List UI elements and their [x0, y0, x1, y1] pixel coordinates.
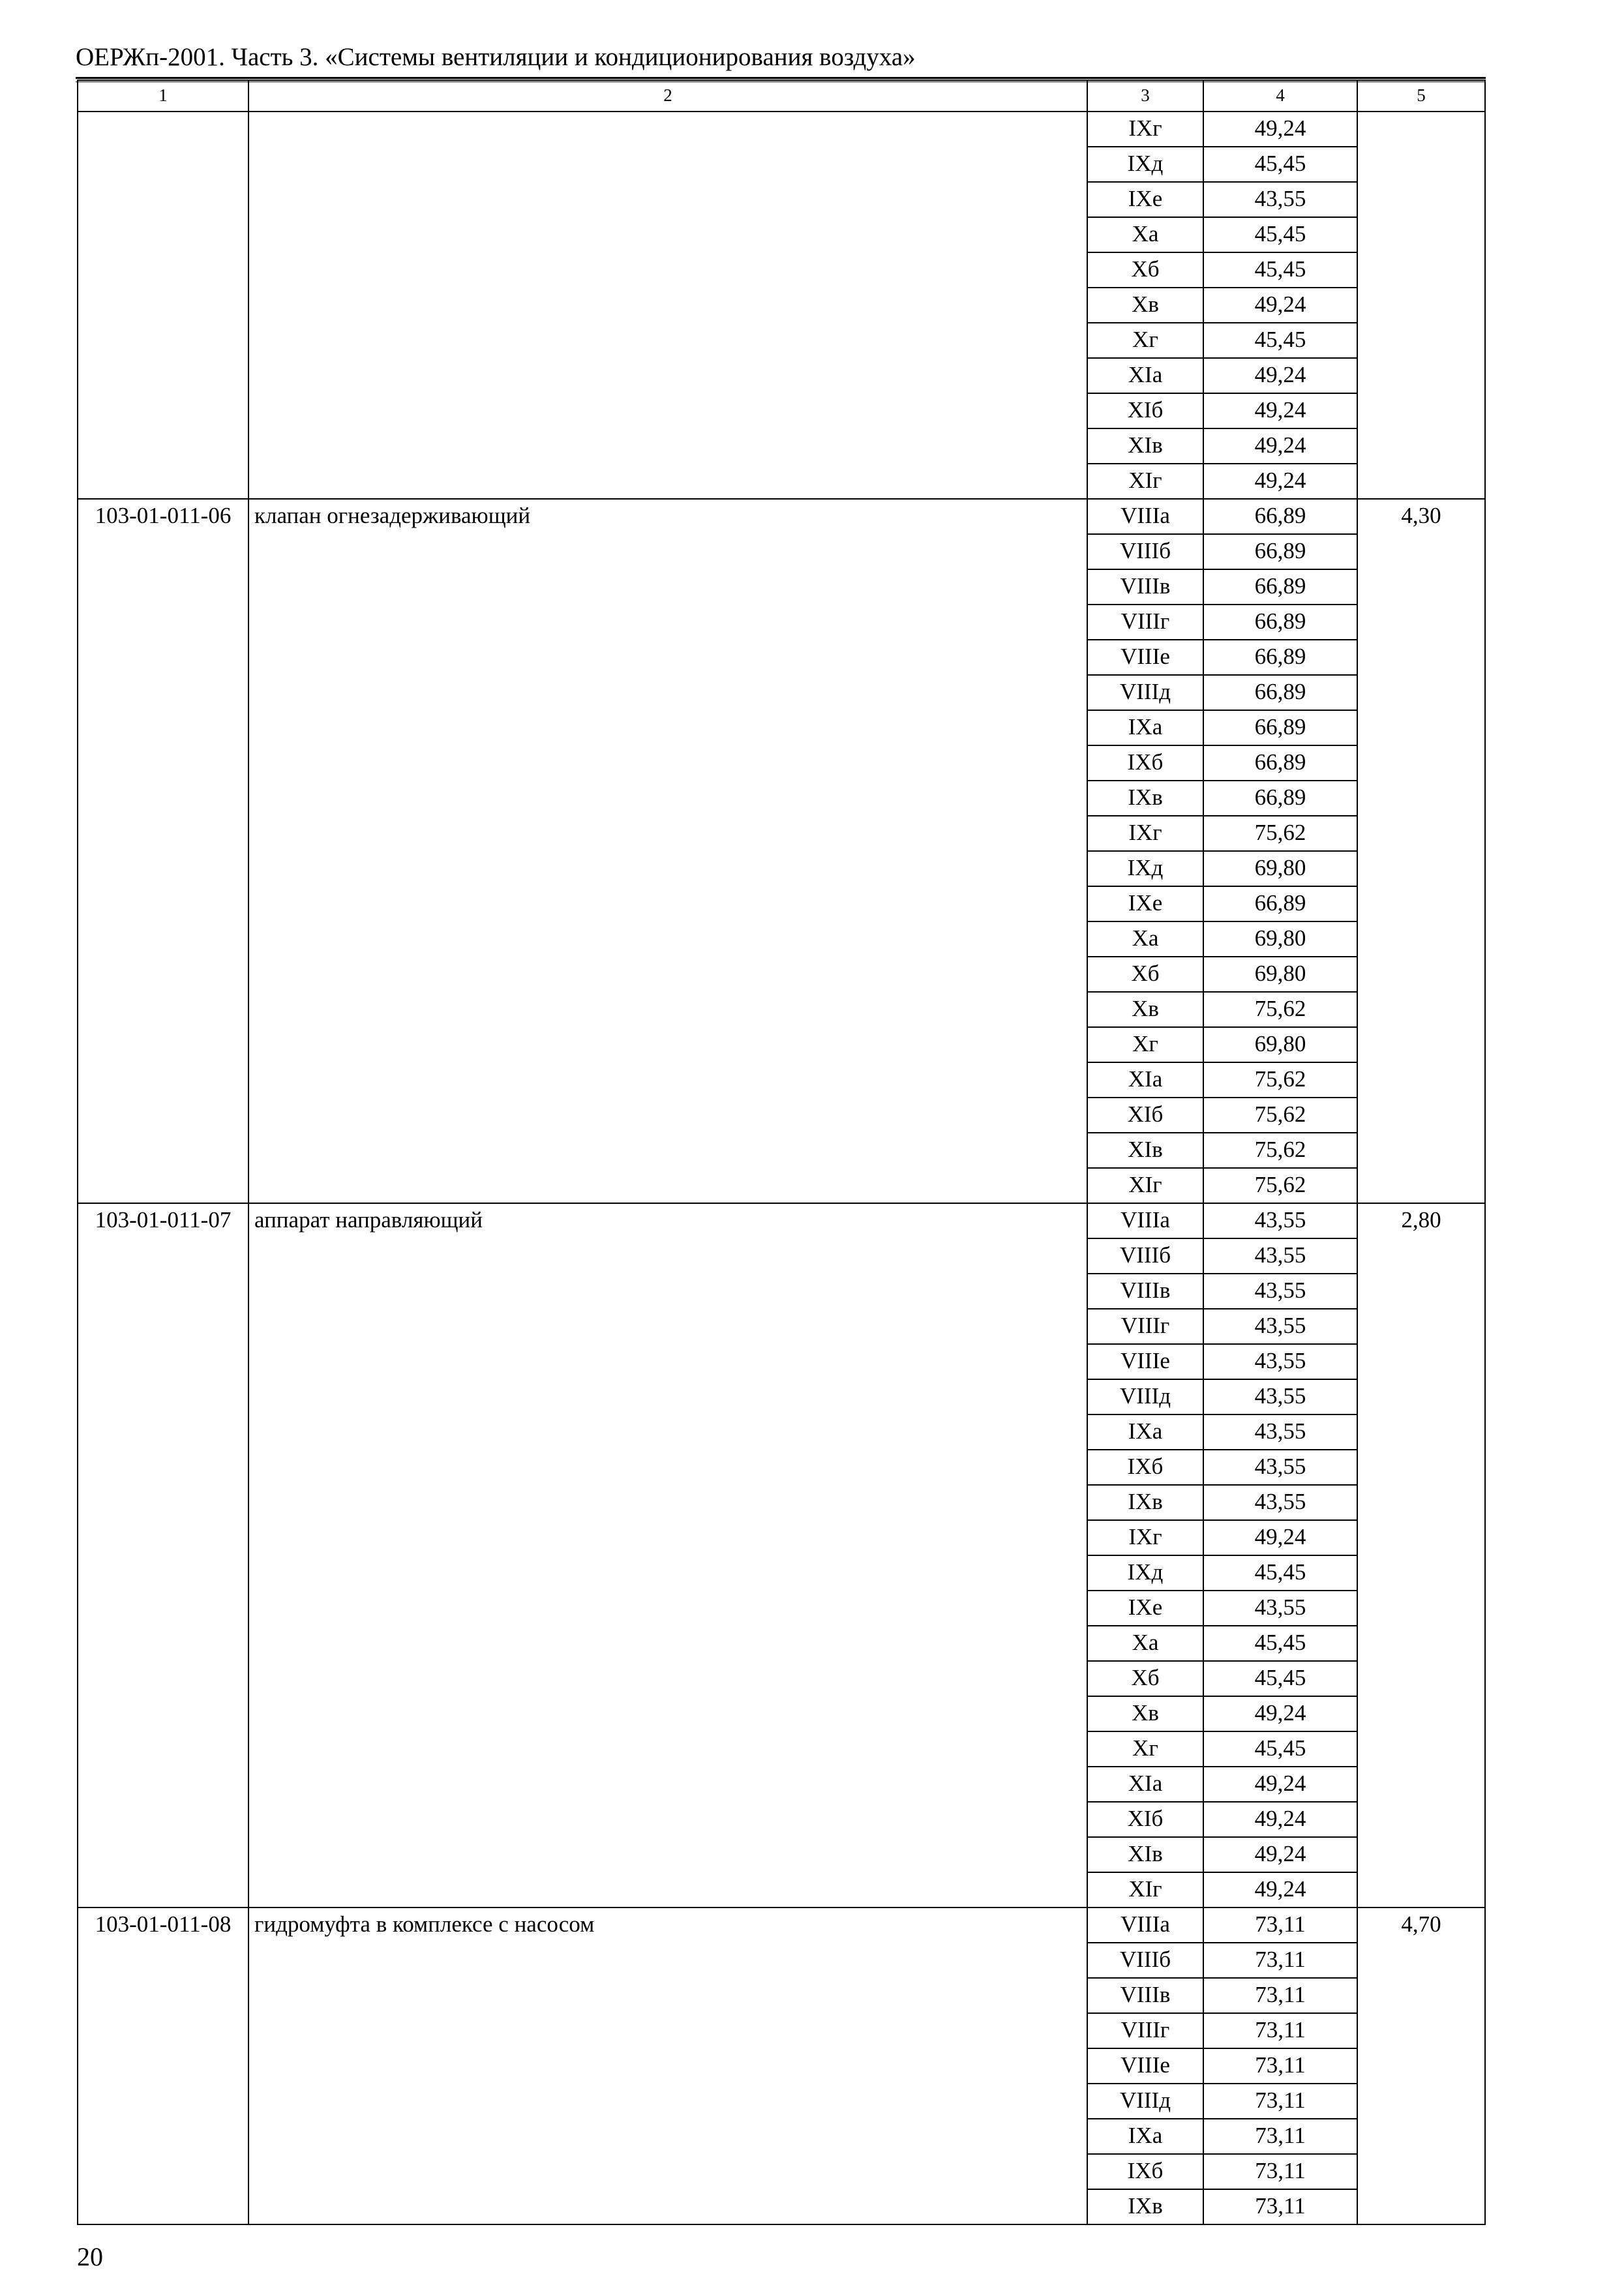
- zone-cell: VIIIа: [1087, 1203, 1203, 1238]
- price-cell: 45,45: [1203, 1661, 1357, 1696]
- zone-cell: IXг: [1087, 112, 1203, 147]
- price-cell: 43,55: [1203, 182, 1357, 217]
- price-cell: 73,11: [1203, 2154, 1357, 2189]
- price-cell: 45,45: [1203, 1626, 1357, 1661]
- table-row: [78, 499, 1485, 534]
- zone-cell: VIIIг: [1087, 1309, 1203, 1344]
- zone-cell: XIб: [1087, 1802, 1203, 1837]
- item-code: 103-01-011-08: [78, 1908, 248, 2224]
- price-cell: 66,89: [1203, 781, 1357, 816]
- item-name: аппарат направляющий: [248, 1203, 1087, 1908]
- price-cell: 75,62: [1203, 992, 1357, 1027]
- zone-cell: Xв: [1087, 288, 1203, 323]
- zone-cell: VIIIа: [1087, 1908, 1203, 1943]
- price-cell: 75,62: [1203, 1168, 1357, 1203]
- zone-cell: Xб: [1087, 252, 1203, 288]
- price-cell: 66,89: [1203, 886, 1357, 921]
- price-cell: 43,55: [1203, 1379, 1357, 1414]
- price-cell: 75,62: [1203, 1133, 1357, 1168]
- zone-cell: VIIIб: [1087, 1943, 1203, 1978]
- price-cell: 69,80: [1203, 921, 1357, 957]
- zone-cell: Xб: [1087, 1661, 1203, 1696]
- price-cell: 49,24: [1203, 288, 1357, 323]
- price-cell: 43,55: [1203, 1414, 1357, 1450]
- coefficient-cell: 4,30: [1357, 499, 1485, 1203]
- zone-cell: XIг: [1087, 1872, 1203, 1908]
- column-number-row: [78, 80, 1485, 112]
- table-row: [78, 1908, 1485, 1943]
- price-cell: 66,89: [1203, 675, 1357, 710]
- zone-cell: VIIIд: [1087, 675, 1203, 710]
- zone-cell: Xг: [1087, 1731, 1203, 1767]
- zone-cell: XIв: [1087, 1133, 1203, 1168]
- zone-cell: VIIIе: [1087, 2048, 1203, 2084]
- zone-cell: IXв: [1087, 781, 1203, 816]
- item-name: [248, 112, 1087, 499]
- zone-cell: VIIIг: [1087, 2013, 1203, 2048]
- zone-cell: IXг: [1087, 1520, 1203, 1555]
- zone-cell: IXе: [1087, 1591, 1203, 1626]
- price-cell: 69,80: [1203, 851, 1357, 886]
- price-cell: 69,80: [1203, 1027, 1357, 1062]
- zone-cell: IXд: [1087, 147, 1203, 182]
- price-cell: 49,24: [1203, 1802, 1357, 1837]
- column-number: 3: [1087, 80, 1203, 112]
- item-code: 103-01-011-06: [78, 499, 248, 1203]
- zone-cell: Xа: [1087, 217, 1203, 252]
- price-cell: 73,11: [1203, 2048, 1357, 2084]
- zone-cell: XIб: [1087, 393, 1203, 428]
- zone-cell: XIв: [1087, 428, 1203, 464]
- zone-cell: IXг: [1087, 816, 1203, 851]
- price-cell: 43,55: [1203, 1274, 1357, 1309]
- price-cell: 43,55: [1203, 1203, 1357, 1238]
- price-cell: 75,62: [1203, 816, 1357, 851]
- zone-cell: XIв: [1087, 1837, 1203, 1872]
- price-cell: 45,45: [1203, 147, 1357, 182]
- price-cell: 45,45: [1203, 217, 1357, 252]
- price-cell: 45,45: [1203, 252, 1357, 288]
- zone-cell: VIIIв: [1087, 1978, 1203, 2013]
- table-row: [78, 1203, 1485, 1238]
- document-title: ОЕРЖп-2001. Часть 3. «Системы вентиляции и кондиционирования воздуха»: [76, 43, 916, 71]
- price-cell: 75,62: [1203, 1098, 1357, 1133]
- zone-cell: VIIIб: [1087, 1238, 1203, 1274]
- zone-cell: IXв: [1087, 2189, 1203, 2224]
- price-cell: 45,45: [1203, 323, 1357, 358]
- item-code: 103-01-011-07: [78, 1203, 248, 1908]
- zone-cell: VIIIд: [1087, 2084, 1203, 2119]
- price-cell: 49,24: [1203, 428, 1357, 464]
- zone-cell: IXб: [1087, 2154, 1203, 2189]
- zone-cell: VIIIа: [1087, 499, 1203, 534]
- zone-cell: IXа: [1087, 1414, 1203, 1450]
- column-number: 2: [248, 80, 1087, 112]
- price-cell: 43,55: [1203, 1591, 1357, 1626]
- price-cell: 66,89: [1203, 605, 1357, 640]
- price-cell: 45,45: [1203, 1731, 1357, 1767]
- price-cell: 73,11: [1203, 2119, 1357, 2154]
- price-cell: 66,89: [1203, 569, 1357, 605]
- price-cell: 73,11: [1203, 1943, 1357, 1978]
- zone-cell: XIг: [1087, 1168, 1203, 1203]
- price-cell: 49,24: [1203, 1872, 1357, 1908]
- zone-cell: IXб: [1087, 745, 1203, 781]
- price-cell: 73,11: [1203, 1978, 1357, 2013]
- zone-cell: VIIIе: [1087, 640, 1203, 675]
- price-cell: 75,62: [1203, 1062, 1357, 1098]
- price-cell: 49,24: [1203, 393, 1357, 428]
- zone-cell: XIа: [1087, 1062, 1203, 1098]
- item-name: гидромуфта в комплексе с насосом: [248, 1908, 1087, 2224]
- column-number: 1: [78, 80, 248, 112]
- zone-cell: XIа: [1087, 358, 1203, 393]
- price-cell: 73,11: [1203, 2084, 1357, 2119]
- column-number: 5: [1357, 80, 1485, 112]
- coefficient-cell: 2,80: [1357, 1203, 1485, 1908]
- price-cell: 66,89: [1203, 534, 1357, 569]
- price-cell: 49,24: [1203, 112, 1357, 147]
- price-table: [77, 80, 1486, 2225]
- price-cell: 73,11: [1203, 2189, 1357, 2224]
- price-cell: 69,80: [1203, 957, 1357, 992]
- column-number: 4: [1203, 80, 1357, 112]
- price-table-body: [78, 80, 1485, 2224]
- price-cell: 49,24: [1203, 1696, 1357, 1731]
- zone-cell: VIIIб: [1087, 534, 1203, 569]
- zone-cell: IXд: [1087, 1555, 1203, 1591]
- zone-cell: XIа: [1087, 1767, 1203, 1802]
- zone-cell: VIIIд: [1087, 1379, 1203, 1414]
- price-cell: 43,55: [1203, 1485, 1357, 1520]
- zone-cell: Xа: [1087, 1626, 1203, 1661]
- price-cell: 49,24: [1203, 1837, 1357, 1872]
- page-number: 20: [77, 2242, 103, 2271]
- price-cell: 66,89: [1203, 640, 1357, 675]
- price-cell: 73,11: [1203, 2013, 1357, 2048]
- zone-cell: VIIIе: [1087, 1344, 1203, 1379]
- zone-cell: IXв: [1087, 1485, 1203, 1520]
- zone-cell: Xв: [1087, 992, 1203, 1027]
- zone-cell: IXд: [1087, 851, 1203, 886]
- price-cell: 66,89: [1203, 710, 1357, 745]
- price-cell: 73,11: [1203, 1908, 1357, 1943]
- price-cell: 49,24: [1203, 358, 1357, 393]
- item-name: клапан огнезадерживающий: [248, 499, 1087, 1203]
- header-rule: [76, 77, 1486, 79]
- price-cell: 43,55: [1203, 1309, 1357, 1344]
- zone-cell: Xа: [1087, 921, 1203, 957]
- price-cell: 66,89: [1203, 745, 1357, 781]
- coefficient-cell: 4,70: [1357, 1908, 1485, 2224]
- zone-cell: IXа: [1087, 710, 1203, 745]
- page-header: [76, 38, 1486, 82]
- price-cell: 66,89: [1203, 499, 1357, 534]
- zone-cell: XIб: [1087, 1098, 1203, 1133]
- zone-cell: Xб: [1087, 957, 1203, 992]
- price-cell: 43,55: [1203, 1344, 1357, 1379]
- zone-cell: IXе: [1087, 886, 1203, 921]
- coefficient-cell: [1357, 112, 1485, 499]
- zone-cell: IXб: [1087, 1450, 1203, 1485]
- price-cell: 45,45: [1203, 1555, 1357, 1591]
- zone-cell: VIIIв: [1087, 1274, 1203, 1309]
- price-cell: 43,55: [1203, 1238, 1357, 1274]
- item-code: [78, 112, 248, 499]
- zone-cell: IXе: [1087, 182, 1203, 217]
- zone-cell: VIIIг: [1087, 605, 1203, 640]
- table-row: [78, 112, 1485, 147]
- zone-cell: XIг: [1087, 464, 1203, 499]
- zone-cell: Xв: [1087, 1696, 1203, 1731]
- zone-cell: IXа: [1087, 2119, 1203, 2154]
- zone-cell: VIIIв: [1087, 569, 1203, 605]
- price-cell: 49,24: [1203, 464, 1357, 499]
- price-cell: 49,24: [1203, 1767, 1357, 1802]
- price-cell: 43,55: [1203, 1450, 1357, 1485]
- price-cell: 49,24: [1203, 1520, 1357, 1555]
- zone-cell: Xг: [1087, 323, 1203, 358]
- zone-cell: Xг: [1087, 1027, 1203, 1062]
